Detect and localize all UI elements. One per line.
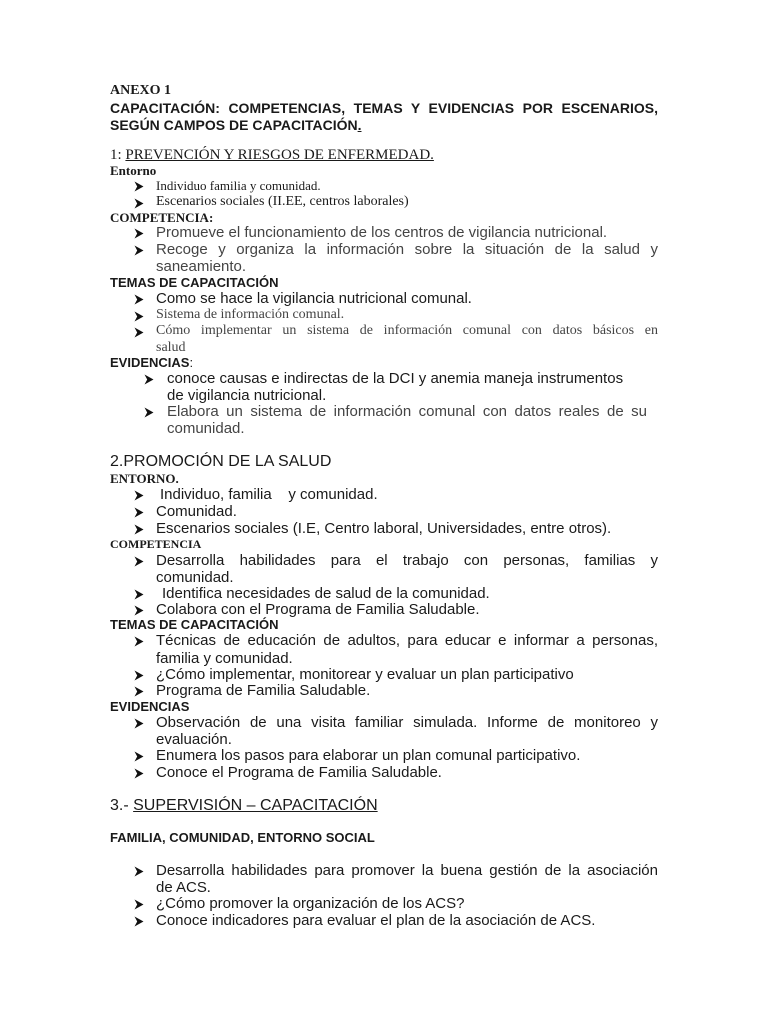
arrowhead-bullet-icon (134, 670, 144, 681)
arrowhead-bullet-icon (134, 899, 144, 910)
section1-heading (110, 148, 434, 163)
arrowhead-bullet-icon (134, 490, 144, 501)
s2-competencia-label: COMPETENCIA (110, 537, 202, 551)
arrowhead-bullet-icon (134, 605, 144, 616)
arrowhead-bullet-icon (134, 916, 144, 927)
s3-item: Conoce indicadores para evaluar el plan de la asociación de ACS. (156, 912, 596, 929)
s1-evidencias-label: EVIDENCIAS: (110, 355, 194, 370)
s3-item: Desarrolla habilidades para promover la buena gestión de la asociación (156, 862, 658, 879)
arrowhead-bullet-icon (134, 327, 144, 338)
s2-evidencias-item: Observación de una visita familiar simulada. Informe de monitoreo y (156, 714, 658, 731)
s2-competencia-item: Identifica necesidades de salud de la comunidad. (162, 585, 490, 602)
s2-temas-item: Programa de Familia Saludable. (156, 682, 371, 699)
section3-number: 3.- (110, 797, 129, 814)
s2-temas-label: TEMAS DE CAPACITACIÓN (110, 617, 279, 632)
s3-item-cont: de ACS. (156, 879, 211, 896)
s2-competencia-item: Colabora con el Programa de Familia Saludable. (156, 601, 480, 618)
s1-evidencias-item: Elabora un sistema de información comunal con datos reales de su (167, 403, 647, 420)
s1-entorno-label: Entorno (110, 163, 157, 178)
s2-entorno-label: ENTORNO. (110, 471, 179, 486)
s1-entorno-item: Individuo familia y comunidad. (156, 178, 321, 193)
s2-competencia-item: Desarrolla habilidades para el trabajo con personas, familias y (156, 552, 658, 569)
arrowhead-bullet-icon (134, 686, 144, 697)
arrowhead-bullet-icon (134, 294, 144, 305)
arrowhead-bullet-icon (134, 507, 144, 518)
section1-number: 1: (110, 147, 122, 163)
s2-entorno-item: Escenarios sociales (I.E, Centro laboral, Universidades, entre otros). (156, 520, 612, 537)
s1-evidencias-item-cont: de vigilancia nutricional. (167, 387, 327, 404)
s1-temas-item: Sistema de información comunal. (156, 307, 345, 322)
s2-evidencias-item-cont: evaluación. (156, 731, 232, 748)
s1-temas-item: Cómo implementar un sistema de información comunal con datos básicos en (156, 323, 658, 338)
s3-subtitle: FAMILIA, COMUNIDAD, ENTORNO SOCIAL (110, 830, 375, 845)
arrowhead-bullet-icon (134, 524, 144, 535)
arrowhead-bullet-icon (134, 636, 144, 647)
s2-entorno-item: Individuo, familia y comunidad. (160, 486, 378, 503)
s2-evidencias-item: Conoce el Programa de Familia Saludable. (156, 764, 442, 781)
s2-evidencias-item: Enumera los pasos para elaborar un plan comunal participativo. (156, 747, 581, 764)
s2-entorno-item: Comunidad. (156, 503, 237, 520)
arrowhead-bullet-icon (134, 311, 144, 322)
s2-temas-item: Técnicas de educación de adultos, para educar e informar a personas, (156, 632, 658, 649)
arrowhead-bullet-icon (134, 198, 144, 209)
s1-competencia-item: Recoge y organiza la información sobre la situación de la salud y (156, 241, 658, 258)
s1-temas-item: Como se hace la vigilancia nutricional comunal. (156, 290, 472, 307)
arrowhead-bullet-icon (134, 556, 144, 567)
arrowhead-bullet-icon (144, 407, 154, 418)
arrowhead-bullet-icon (144, 374, 154, 385)
section2-title: 2.PROMOCIÓN DE LA SALUD (110, 453, 332, 470)
section3-title: SUPERVISIÓN – CAPACITACIÓN (133, 797, 378, 814)
s3-item: ¿Cómo promover la organización de los ACS? (156, 895, 465, 912)
s1-competencia-label: COMPETENCIA: (110, 210, 214, 225)
arrowhead-bullet-icon (134, 768, 144, 779)
main-title-line1: CAPACITACIÓN: COMPETENCIAS, TEMAS Y EVIDENCIAS POR ESCENARIOS, (110, 100, 658, 116)
arrowhead-bullet-icon (134, 228, 144, 239)
arrowhead-bullet-icon (134, 245, 144, 256)
section1-title: PREVENCIÓN Y RIESGOS DE ENFERMEDAD. (125, 147, 434, 163)
arrowhead-bullet-icon (134, 718, 144, 729)
s2-competencia-item-cont: comunidad. (156, 569, 234, 586)
arrowhead-bullet-icon (134, 181, 144, 192)
s2-evidencias-label: EVIDENCIAS (110, 699, 190, 714)
s1-evidencias-item-cont: comunidad. (167, 420, 245, 437)
arrowhead-bullet-icon (134, 751, 144, 762)
s1-temas-item-cont: salud (156, 340, 186, 355)
annex-label: ANEXO 1 (110, 83, 172, 98)
s2-temas-item: ¿Cómo implementar, monitorear y evaluar un plan participativo (156, 666, 574, 683)
s1-competencia-item: Promueve el funcionamiento de los centros de vigilancia nutricional. (156, 224, 608, 241)
arrowhead-bullet-icon (134, 589, 144, 600)
s1-competencia-item-cont: saneamiento. (156, 258, 247, 275)
s1-evidencias-item: conoce causas e indirectas de la DCI y anemia maneja instrumentos (167, 370, 624, 387)
s2-temas-item-cont: familia y comunidad. (156, 650, 293, 667)
s1-entorno-item: Escenarios sociales (II.EE, centros laborales) (156, 194, 409, 209)
arrowhead-bullet-icon (134, 866, 144, 877)
section3-heading (110, 798, 378, 814)
main-title-line2: SEGÚN CAMPOS DE CAPACITACIÓN. (110, 117, 362, 133)
s1-temas-label: TEMAS DE CAPACITACIÓN (110, 275, 279, 290)
